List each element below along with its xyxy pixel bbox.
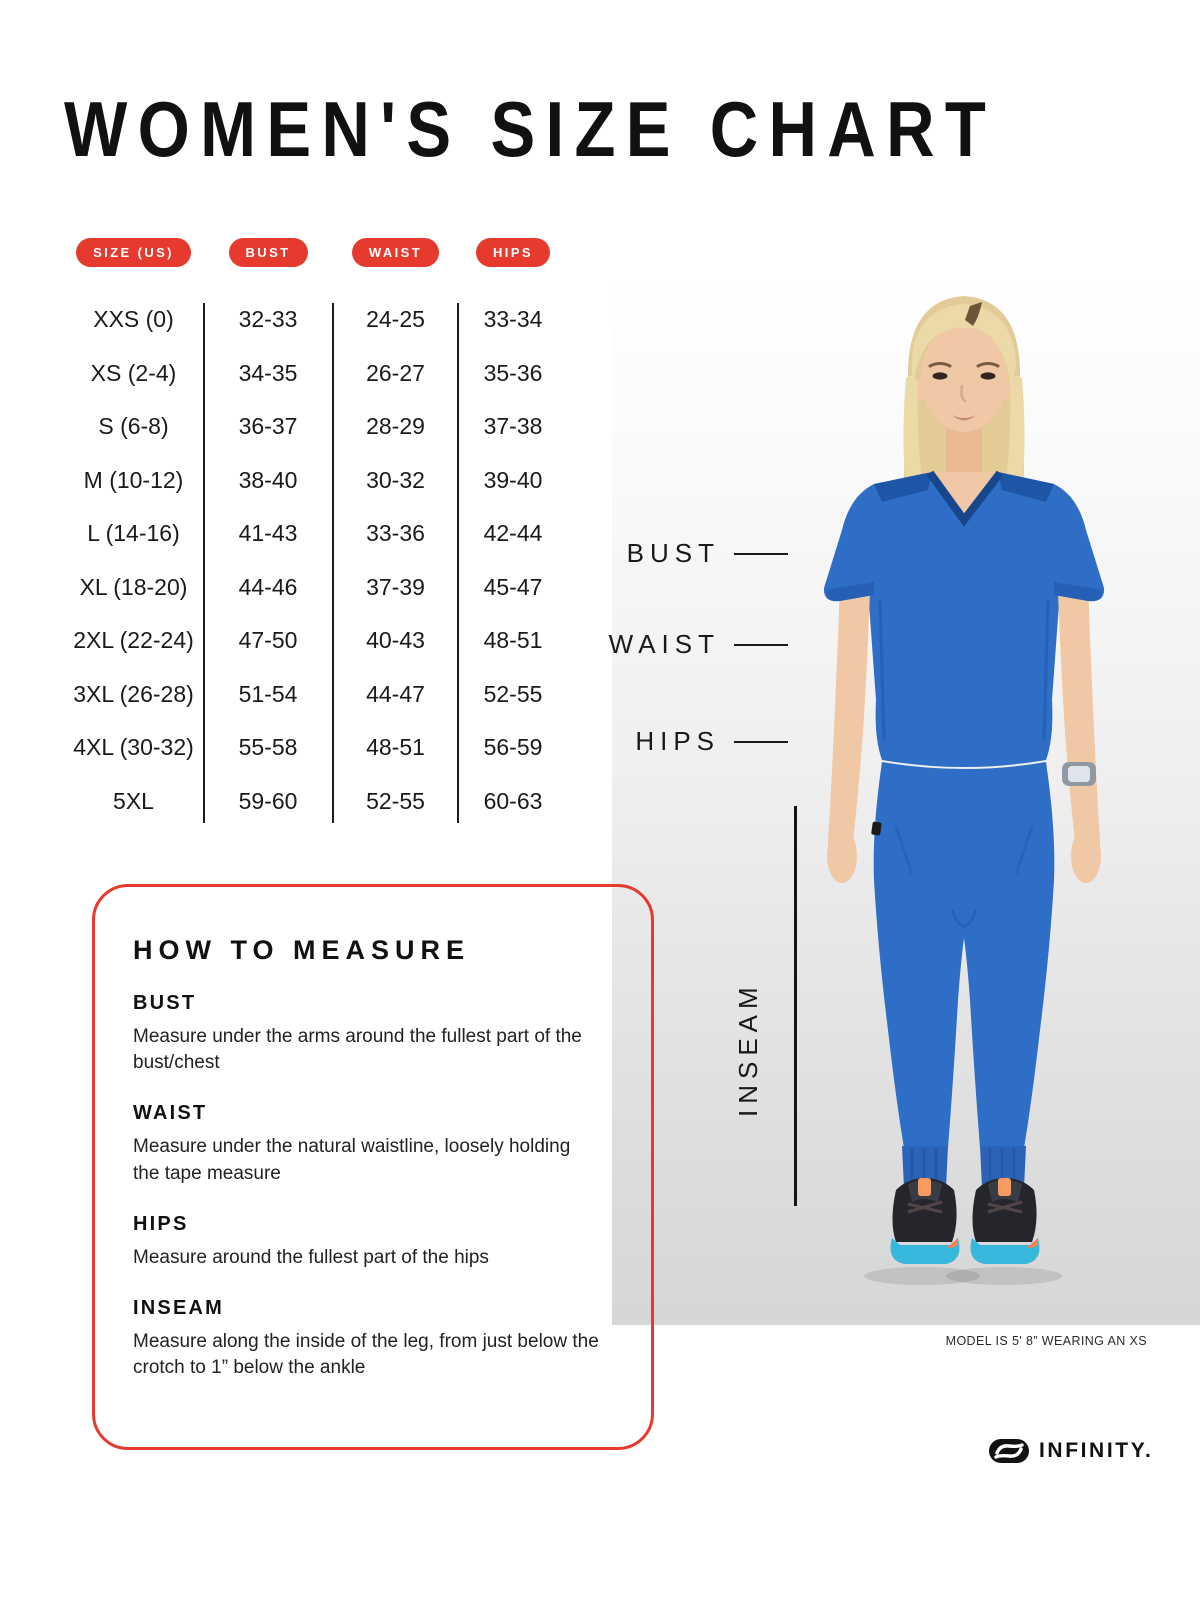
table-row [64, 614, 568, 668]
cell-hips: 45-47 [483, 573, 543, 600]
table-row [64, 775, 568, 829]
pointer-bust-label: BUST [626, 538, 720, 568]
cell-size: XL (18-20) [79, 573, 188, 600]
cell-hips: 60-63 [483, 787, 543, 814]
cell-bust: 55-58 [238, 734, 298, 761]
brand-logo [988, 1438, 1153, 1464]
table-row [64, 721, 568, 775]
table-row [64, 400, 568, 454]
pointer-line [734, 553, 788, 555]
cell-hips: 39-40 [483, 466, 543, 493]
cell-hips: 56-59 [483, 734, 543, 761]
column-header-hips: HIPS [476, 238, 550, 267]
column-header-size: SIZE (US) [76, 238, 191, 267]
model-illustration [612, 270, 1200, 1325]
cell-hips: 42-44 [483, 520, 543, 547]
cell-bust: 51-54 [238, 680, 298, 707]
column-divider [332, 303, 334, 823]
column-header-waist: WAIST [352, 238, 439, 267]
brand-name: INFINITY. [1039, 1439, 1154, 1462]
cell-bust: 34-35 [238, 359, 298, 386]
cell-size: XS (2-4) [90, 359, 177, 386]
pointer-waist-label: WAIST [608, 629, 720, 659]
measure-section-label: WAIST [133, 1102, 208, 1125]
cell-bust: 59-60 [238, 787, 298, 814]
measure-section-inseam [133, 1297, 605, 1381]
measure-section-text: Measure under the natural waistline, loosely holding the tape measure [133, 1136, 571, 1184]
measure-section-bust [133, 992, 605, 1076]
cell-size: 5XL [113, 787, 154, 814]
inseam-measure-line [794, 806, 797, 1206]
pointer-line [734, 741, 788, 743]
table-row [64, 507, 568, 561]
cell-bust: 47-50 [238, 627, 298, 654]
page-title: WOMEN'S SIZE CHART [64, 85, 997, 173]
table-row [64, 347, 568, 401]
measure-section-text: Measure around the fullest part of the hips [133, 1246, 489, 1268]
table-row [64, 561, 568, 615]
cell-waist: 28-29 [366, 413, 425, 440]
cell-waist: 30-32 [366, 466, 425, 493]
cell-waist: 44-47 [366, 680, 425, 707]
how-to-measure-box [92, 884, 654, 1450]
cell-waist: 52-55 [366, 787, 425, 814]
cell-size: XXS (0) [93, 306, 174, 333]
cell-hips: 33-34 [483, 306, 543, 333]
cell-hips: 52-55 [483, 680, 543, 707]
column-header-bust: BUST [229, 238, 308, 267]
cell-size: L (14-16) [87, 520, 180, 547]
size-table-header [64, 238, 568, 267]
cell-size: 3XL (26-28) [73, 680, 194, 707]
measure-section-label: INSEAM [133, 1297, 224, 1320]
column-divider [203, 303, 205, 823]
cell-hips: 37-38 [483, 413, 543, 440]
measure-section-hips [133, 1213, 605, 1271]
cell-waist: 33-36 [366, 520, 425, 547]
cell-waist: 37-39 [366, 573, 425, 600]
measure-section-label: HIPS [133, 1212, 189, 1235]
model-photo [612, 270, 1200, 1325]
cell-size: 4XL (30-32) [73, 734, 194, 761]
measure-section-text: Measure along the inside of the leg, from just below the crotch to 1” below the ankle [133, 1331, 599, 1379]
infinity-logo-icon [988, 1438, 1030, 1464]
column-divider [457, 303, 459, 823]
cell-bust: 44-46 [238, 573, 298, 600]
pointer-hips-label: HIPS [635, 726, 720, 756]
cell-waist: 24-25 [366, 306, 425, 333]
cell-bust: 38-40 [238, 466, 298, 493]
cell-hips: 35-36 [483, 359, 543, 386]
table-row [64, 293, 568, 347]
table-row [64, 668, 568, 722]
pointer-bust [618, 538, 788, 569]
cell-waist: 40-43 [366, 627, 425, 654]
cell-hips: 48-51 [483, 627, 543, 654]
model-caption: MODEL IS 5' 8” WEARING AN XS [945, 1334, 1147, 1348]
cell-size: M (10-12) [83, 466, 184, 493]
cell-waist: 48-51 [366, 734, 425, 761]
measure-section-text: Measure under the arms around the fullest part of the bust/chest [133, 1026, 582, 1074]
cell-bust: 36-37 [238, 413, 298, 440]
cell-size: S (6-8) [98, 413, 169, 440]
pointer-waist [608, 629, 788, 660]
measure-section-waist [133, 1102, 605, 1186]
cell-size: 2XL (22-24) [73, 627, 194, 654]
inseam-label: INSEAM [733, 981, 763, 1117]
cell-bust: 32-33 [238, 306, 298, 333]
table-row [64, 454, 568, 508]
cell-bust: 41-43 [238, 520, 298, 547]
pointer-hips [618, 726, 788, 757]
size-table-body [64, 293, 568, 828]
how-to-measure-title: HOW TO MEASURE [133, 935, 471, 965]
pointer-line [734, 644, 788, 646]
cell-waist: 26-27 [366, 359, 425, 386]
measure-section-label: BUST [133, 992, 197, 1014]
